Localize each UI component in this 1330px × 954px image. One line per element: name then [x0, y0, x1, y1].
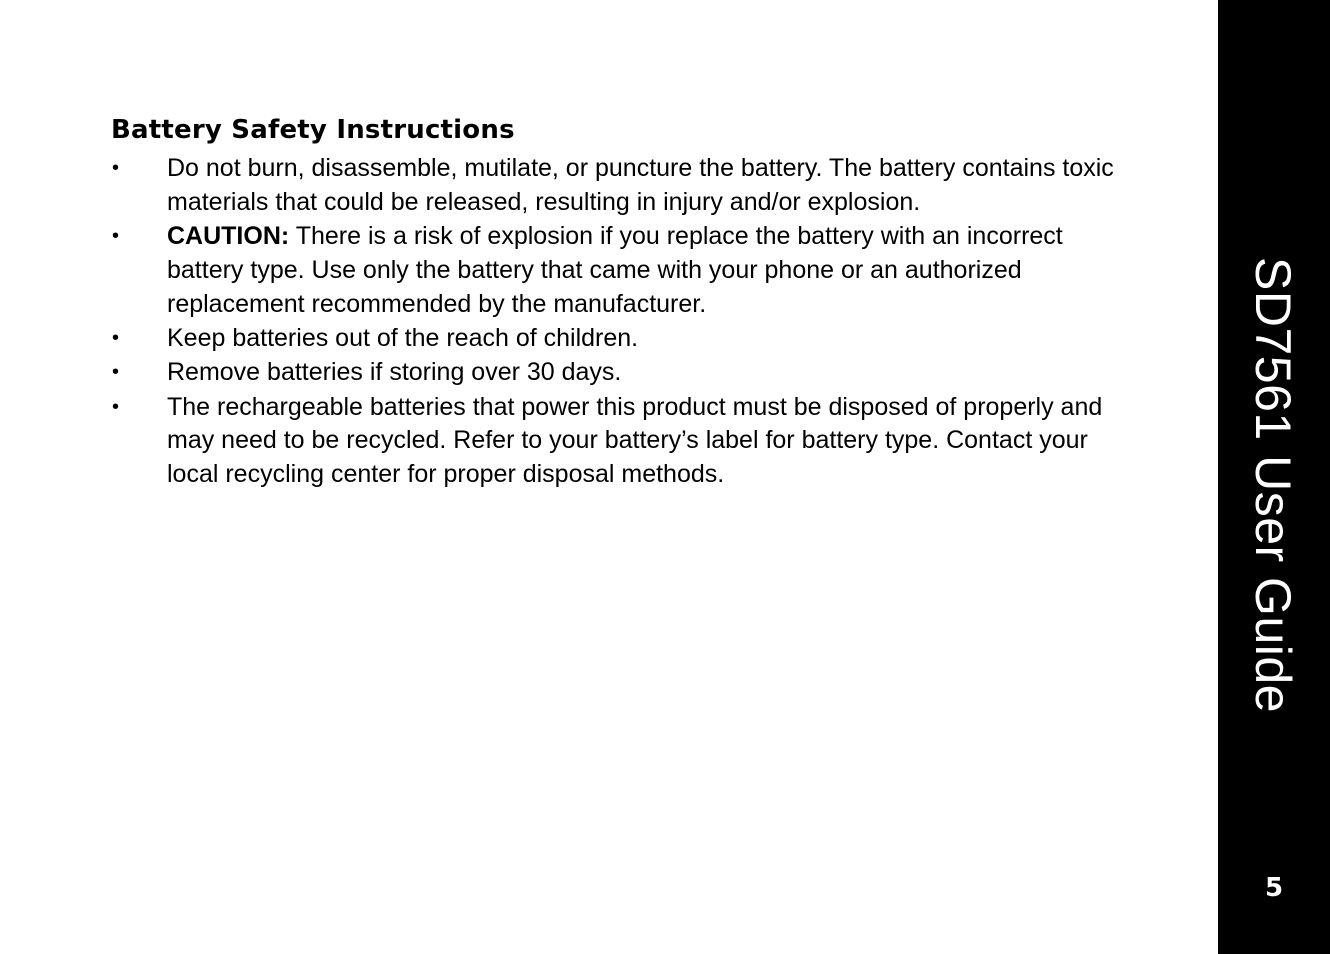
bullet-icon: •	[112, 225, 120, 248]
list-item	[111, 356, 1141, 390]
bullet-icon: •	[112, 326, 120, 349]
list-item	[111, 391, 1141, 492]
caution-label: CAUTION:	[167, 222, 290, 251]
bullet-icon: •	[112, 395, 120, 418]
section-title: Battery Safety Instructions	[111, 115, 515, 145]
list-item	[111, 220, 1141, 321]
bullet-icon: •	[112, 157, 120, 179]
list-item-text: There is a risk of explosion if you replace the battery with an incorrect battery type. Use only the battery that came with your phone or an authorized replacement recommended by the manufacturer.	[167, 222, 1063, 318]
bullet-icon: •	[112, 361, 120, 384]
list-item-text: Do not burn, disassemble, mutilate, or puncture the battery. The battery contains toxic materials that could be released, resulting in injury and/or explosion.	[167, 154, 1114, 216]
list-item-text: Remove batteries if storing over 30 days.	[167, 358, 622, 387]
list-item-text: The rechargeable batteries that power this product must be disposed of properly and may need to be recycled. Refer to your battery’s label for battery type. Contact your local recycling center for proper disposal methods.	[167, 392, 1103, 489]
list-item-text: Keep batteries out of the reach of children.	[167, 323, 639, 352]
safety-instructions-list	[111, 152, 1141, 492]
list-item	[111, 152, 1141, 220]
page-content	[111, 110, 1141, 492]
list-item	[111, 322, 1141, 356]
guide-title: SD7561 User Guide	[1245, 257, 1301, 713]
page-number: 5	[1264, 873, 1284, 903]
